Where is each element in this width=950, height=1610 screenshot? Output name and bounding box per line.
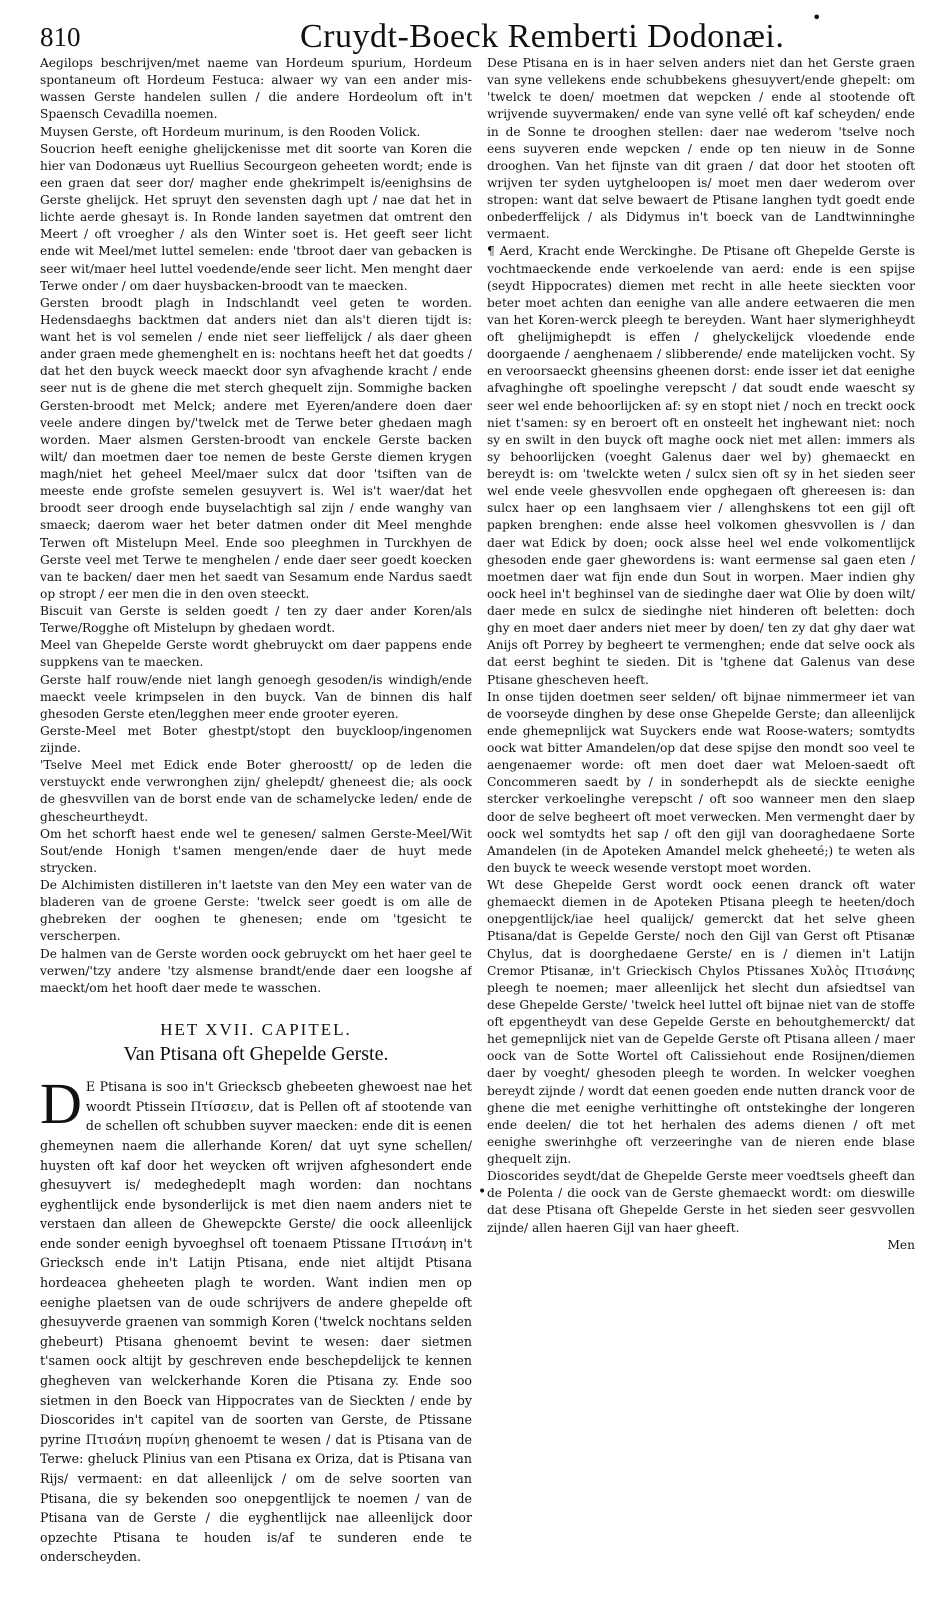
paragraph: Aegilops beschrijven/met naeme van Hordeum spurium, Hordeum spontaneum oft Hordeum Festuca: alwaer wy van een ander mis-wassen Gerste handelen sullen / die andere Hordeolum oft in't Spaensch Cevadilla noemen. <box>40 56 472 122</box>
paragraph: Wt dese Ghepelde Gerst wordt oock eenen dranck oft water ghemaeckt diemen in de Apoteken Ptisana pleegh te heeten/doch onepgentlijck/iae heel qualijck/ gemerckt dat het selve gheen Ptisana/dat is Gepelde Gerste/ noch den Gijl van Gerst oft Ptisanæ Chylus, dat is doorghedaene Gerste/ en is / diemen in't Latijn Cremor Ptisanæ, in't Grieckisch Chylos Ptissanes Χυλὸς Πτισάνης pleegh te noemen; maer alleenlijck het slecht dun afsiedtsel van dese Ghepelde Gerste/ 'twelck heel luttel oft bijnae niet van de stoffe oft epgentheydt van dese Gepelde Gerste en behoutghemerckt/ dat het gemepnlijck niet van de Gepelde Gerste oft Ptisana alleen / maer oock van de Sotte Wortel oft Calissiehout ende Rosijnen/diemen daer by voeght/ ghesoden pleegh te worden. In welcker voeghen bereydt zijnde / wordt dat eenen goeden ende nutten dranck voor de ghene die met eenighe verhittinghe oft ontstekinghe der longeren ende deelen/ die tot het herhalen des adems dienen / oft met eenighe swerinhghe oft verzeeringhe van de nieren ende blase ghequelt zijn. <box>487 878 915 1166</box>
paragraph: Dese Ptisana en is in haer selven anders niet dan het Gerste graen van syne vellekens ende schubbekens ghesuyvert/ende ghepelt: om 'twelck te doen/ moetmen dat wepcken / ende al stootende oft wrijvende suyvermaken/ ende van syne vellé oft kaf scheyden/ ende in de Sonne te drooghen stellen: daer nae wederom 'tselve noch eens suyveren ende wepcken / ende op ten nieuw in de Sonne drooghen. Van het fijnste van dit graen / dat door het stooten oft wrijven ter syden uytgheloopen is/ moet men daer wederom over stropen: want dat selve bewaert de Ptisane langhen tydt goedt ende onbederffelijck / als Didymus in't boeck van de Landtwinninghe vermaent. <box>487 56 915 242</box>
margin-dot: • <box>478 1184 487 1200</box>
catchword: Men <box>887 1237 915 1252</box>
paragraph: 'Tselve Meel met Edick ende Boter gheroostt/ op de leden die verstuyckt ende verwronghen zijn/ ghelepdt/ gheneest die; als oock de ghesvvillen van de borst ende van de schamelycke leden/ ende de ghescheurtheydt. <box>40 758 472 824</box>
paragraph: Om het schorft haest ende wel te genesen/ salmen Gerste-Meel/Wit Sout/ende Honigh t'samen mengen/ende daer de huyt mede strycken. <box>40 826 472 875</box>
opening-text: E Ptisana is soo in't Grieckscb ghebeeten ghewoest nae het woordt Ptissein Πτίσσειν, dat is Pellen oft af stootende van de schellen oft schubben suyver maecken: ende dit is eenen ghemeynen naem die allerhande Koren/ dat uyt syne schellen/ huysten oft kaf door het weycken oft wrijven afghesondert ende ghesuyvert is/ medeghedeplt magh worden: dan nochtans eyghentlijck ende bysonderlijck is met dien naem anders niet te verstaen dan alleen de Ghewepckte Gerste/ die oock alleenlijck ende sonder eenigh byvoeghsel oft toenaem Ptissane Πτισάνη in't Griecksch ende in't Latijn Ptisana, ende niet altijdt Ptisana hordeacea gheheeten plagh te worden. Want indien men op eenighe plaetsen van de oude schrijvers de andere ghepelde oft ghesuyverde graenen van sommigh Koren ('twelck nochtans selden ghebeurt) Ptisana ghenoemt bevint te wesen: daer sietmen t'samen oock altijt by geschreven ende beschepdelijck te kennen ghegheven van welckerhande Koren die Ptisana zy. Ende soo sietmen in den Boeck van Hippocrates van de Sieckten / ende by Dioscorides in't capitel van de soorten van Gerste, de Ptissane pyrine Πτισάνη πυρίνη ghenoemt te wesen / dat is Ptisana van de Terwe: gheluck Plinius van een Ptisana ex Oriza, dat is Ptisana van Rijs/ vermaent: en dat alleenlijck / om de selve soorten van Ptisana, die sy bekenden soo onepgentlijck te noemen / van de Ptisana van de Gerste / die eyghentlijck nae alleenlijck door opzechte Ptisana te houden is/af te sunderen ende te onderscheyden. <box>40 1079 472 1565</box>
opening-paragraph <box>40 1071 472 1567</box>
paragraph: De halmen van de Gerste worden oock gebruyckt om het haer geel te verwen/'tzy andere 'tzy alsmense brandt/ende daer een loogshe af maeckt/om het hooft daer mede te wasschen. <box>40 946 472 995</box>
paragraph: In onse tijden doetmen seer selden/ oft bijnae nimmermeer iet van de voorseyde dinghen by dese onse Ghepelde Gerste; dan alleenlijck ende ghemepnlijck wat Suyckers ende wat Roose-waters; somtydts oock wat bitter Amandelen/op dat dese spijse den mondt soo veel te aengenaemer worde: oft men doet daer wat Meloen-saedt oft Concommeren saedt by / in sonderhepdt als de sieckte eenighe stercker verkoelinghe verepscht / oft soo wanneer men den slaep door de selve begheert oft moet verwecken. Men vermenght daer by oock wel somtydts het sap / oft den gijl van dooraghedaene Sorte Amandelen (in de Apoteken Amandel melck gheheeté;) te weten als den buyck te weeck wesende verstopt moet worden. <box>487 689 915 875</box>
paragraph: Meel van Ghepelde Gerste wordt ghebruyckt om daer pappens ende suppkens van te maecken. <box>40 638 472 670</box>
chapter-number: HET XVII. CAPITEL. <box>160 1019 352 1039</box>
paragraph: Biscuit van Gerste is selden goedt / ten zy daer ander Koren/als Terwe/Rogghe oft Mistelupn by ghedaen wordt. <box>40 604 472 636</box>
paragraph: Gerste half rouw/ende niet langh genoegh gesoden/is windigh/ende maeckt veele krimpselen in den buyck. Van de binnen dis half ghesoden Gerste eten/legghen meer ende grooter eyeren. <box>40 672 472 721</box>
paragraph: ¶ Aerd, Kracht ende Werckinghe. De Ptisane oft Ghepelde Gerste is vochtmaeckende ende verkoelende van aerd: ende is een spijse (seydt Hippocrates) diemen met recht in alle heete sieckten voor beter moet achten dan eenighe van alle andere eetwaeren die men van het Koren-werck pleegh te bereyden. Want haer slymerighheydt oft ghelijmighepdt is effen / ghelyckelijck vloedende ende doorgaende / aenghenaem / slibberende/ ende matelijcken vocht. Sy en veroorsaeckt gheensins gheenen dorst: ende isser iet dat eenighe afvaghinghe oft spoelinghe verepscht / dat soudt ende waescht sy seer wel ende behoorlijcken af: sy en stopt niet / noch en treckt oock niet t'samen: sy en beroert oft en onsteelt het inghewant niet: noch sy en swilt in den buyck oft maghe oock niet met allen: immers als sy behoorlijcken (voeght Galenus daer wel by) ghemaeckt en bereydt is: om 'twelckte weten / sulcx sien oft sy in het sieden seer wel ende veele ghesvvollen ende opghegaen oft ghereesen is: dan sulcx haer op een langhsaem vier / allenghskens tot een gijl oft papken brenghen: ende alsse heel volkomen ghesvvollen is / dan daer wat Edick by doen; oock alsse heel wel ende volkomentlijck ghesoden ende gaer ghewordens is: want eermense sal gaen eten / moetmen daer wat fijn ende dun Sout in worpen. Maer indien ghy oock heel in't beghinsel van de siedinghe daer wat Olie by doen wilt/ daer mede en sulcx de siedinghe niet hinderen oft beletten: doch ghy en moet daer anders niet meer by doen/ ten zy dat ghy daer wat Anijs oft Porrey by begheert te vermenghen; ende dat selve oock als dat eerst beghint te sieden. Dit is 'tghene dat Galenus van dese Ptisane ghescheven heeft. <box>487 244 915 687</box>
paragraph: Dioscorides seydt/dat de Ghepelde Gerste meer voedtsels gheeft dan de Polenta / die oock van de Gerste ghemaeckt wordt: om dieswille dat dese Ptisana oft Ghepelde Gerste in het sieden seer gesvvollen zijnde/ allen haeren Gijl van haer gheeft. <box>487 1169 915 1235</box>
paragraph: De Alchimisten distilleren in't laetste van den Mey een water van de bladeren van de groene Gerste: 'twelck seer goedt is om alle de ghebreken der ooghen te ghenesen; ende om 'tgesicht te verscherpen. <box>40 878 472 944</box>
running-title: Cruydt-Boeck Remberti Dodonæi. <box>300 18 785 55</box>
paragraph: Gersten broodt plagh in Indschlandt veel geten te worden. Hedensdaeghs backtmen dat anders niet dan als't dieren tijdt is: want het is vol semelen / ende niet seer lieffelijck / als daer gheen ander graen mede ghemenghelt en is: nochtans heeft het dat goedts / dat het den buyck weeck maeckt door syn afvaghende kracht / ende seer nut is de ghene die met sterch ghequelt zijn. Sommighe backen Gersten-broodt met Melck; andere met Eyeren/andere doen daer veele andere dingen by/'twelck met de Terwe beter ghedaen magh worden. Maer alsmen Gersten-broodt van enckele Gerste backen wilt/ dan moetmen daer toe nemen de beste Gerste diemen krygen magh/niet het geheel Meel/maer sulcx dat door 'tsiften van de meeste ende grofste semelen gesuyvert is. Wel is't waer/dat het broodt seer droogh ende buyselachtigh sal zijn / ende wanghy van smaeck; daerom waer het beter datmen onder dit Meel menghde Terwen oft Mistelupn Meel. Ende soo pleeghmen in Turckhyen de Gerste veel met Terwe te menghelen / ende daer seer goedt koecken van te backen/ daer men het saedt van Sesamum ende Nardus saedt op stropt / eer men die in den oven steeckt. <box>40 295 472 601</box>
left-column <box>40 55 472 1600</box>
chapter-title: Van Ptisana oft Ghepelde Gerste. <box>123 1043 389 1065</box>
paragraph: Gerste-Meel met Boter ghestpt/stopt den buyckloop/ingenomen zijnde. <box>40 723 472 755</box>
printer-mark: • <box>812 8 822 27</box>
chapter-heading <box>40 1021 472 1063</box>
paragraph: Muysen Gerste, oft Hordeum murinum, is den Rooden Volick. <box>40 124 421 139</box>
drop-cap: D <box>40 1071 82 1137</box>
right-column <box>487 55 915 1600</box>
page-number: 810 <box>40 22 81 52</box>
paragraph: Soucrion heeft eenighe ghelijckenisse met dit soorte van Koren die hier van Dodonæus uyt Ruellius Secourgeon geheeten wordt; ende is een graen dat seer dor/ magher ende ghekrimpelt is/eenighsins de Gerste ghelijck. Het spruyt den sevensten dagh upt / nae dat het in lichte aerde ghesayt is. In Ronde landen sayetmen dat omtrent den Meert / oft vroegher / als den Winter soet is. Het geeft seer licht ende wit Meel/met luttel semelen: ende 'tbroot daer van gebacken is seer wit/maer heel luttel voedende/ende seer licht. Men menght daer Terwe onder / om daer huysbacken-broodt van te maecken. <box>40 141 472 293</box>
